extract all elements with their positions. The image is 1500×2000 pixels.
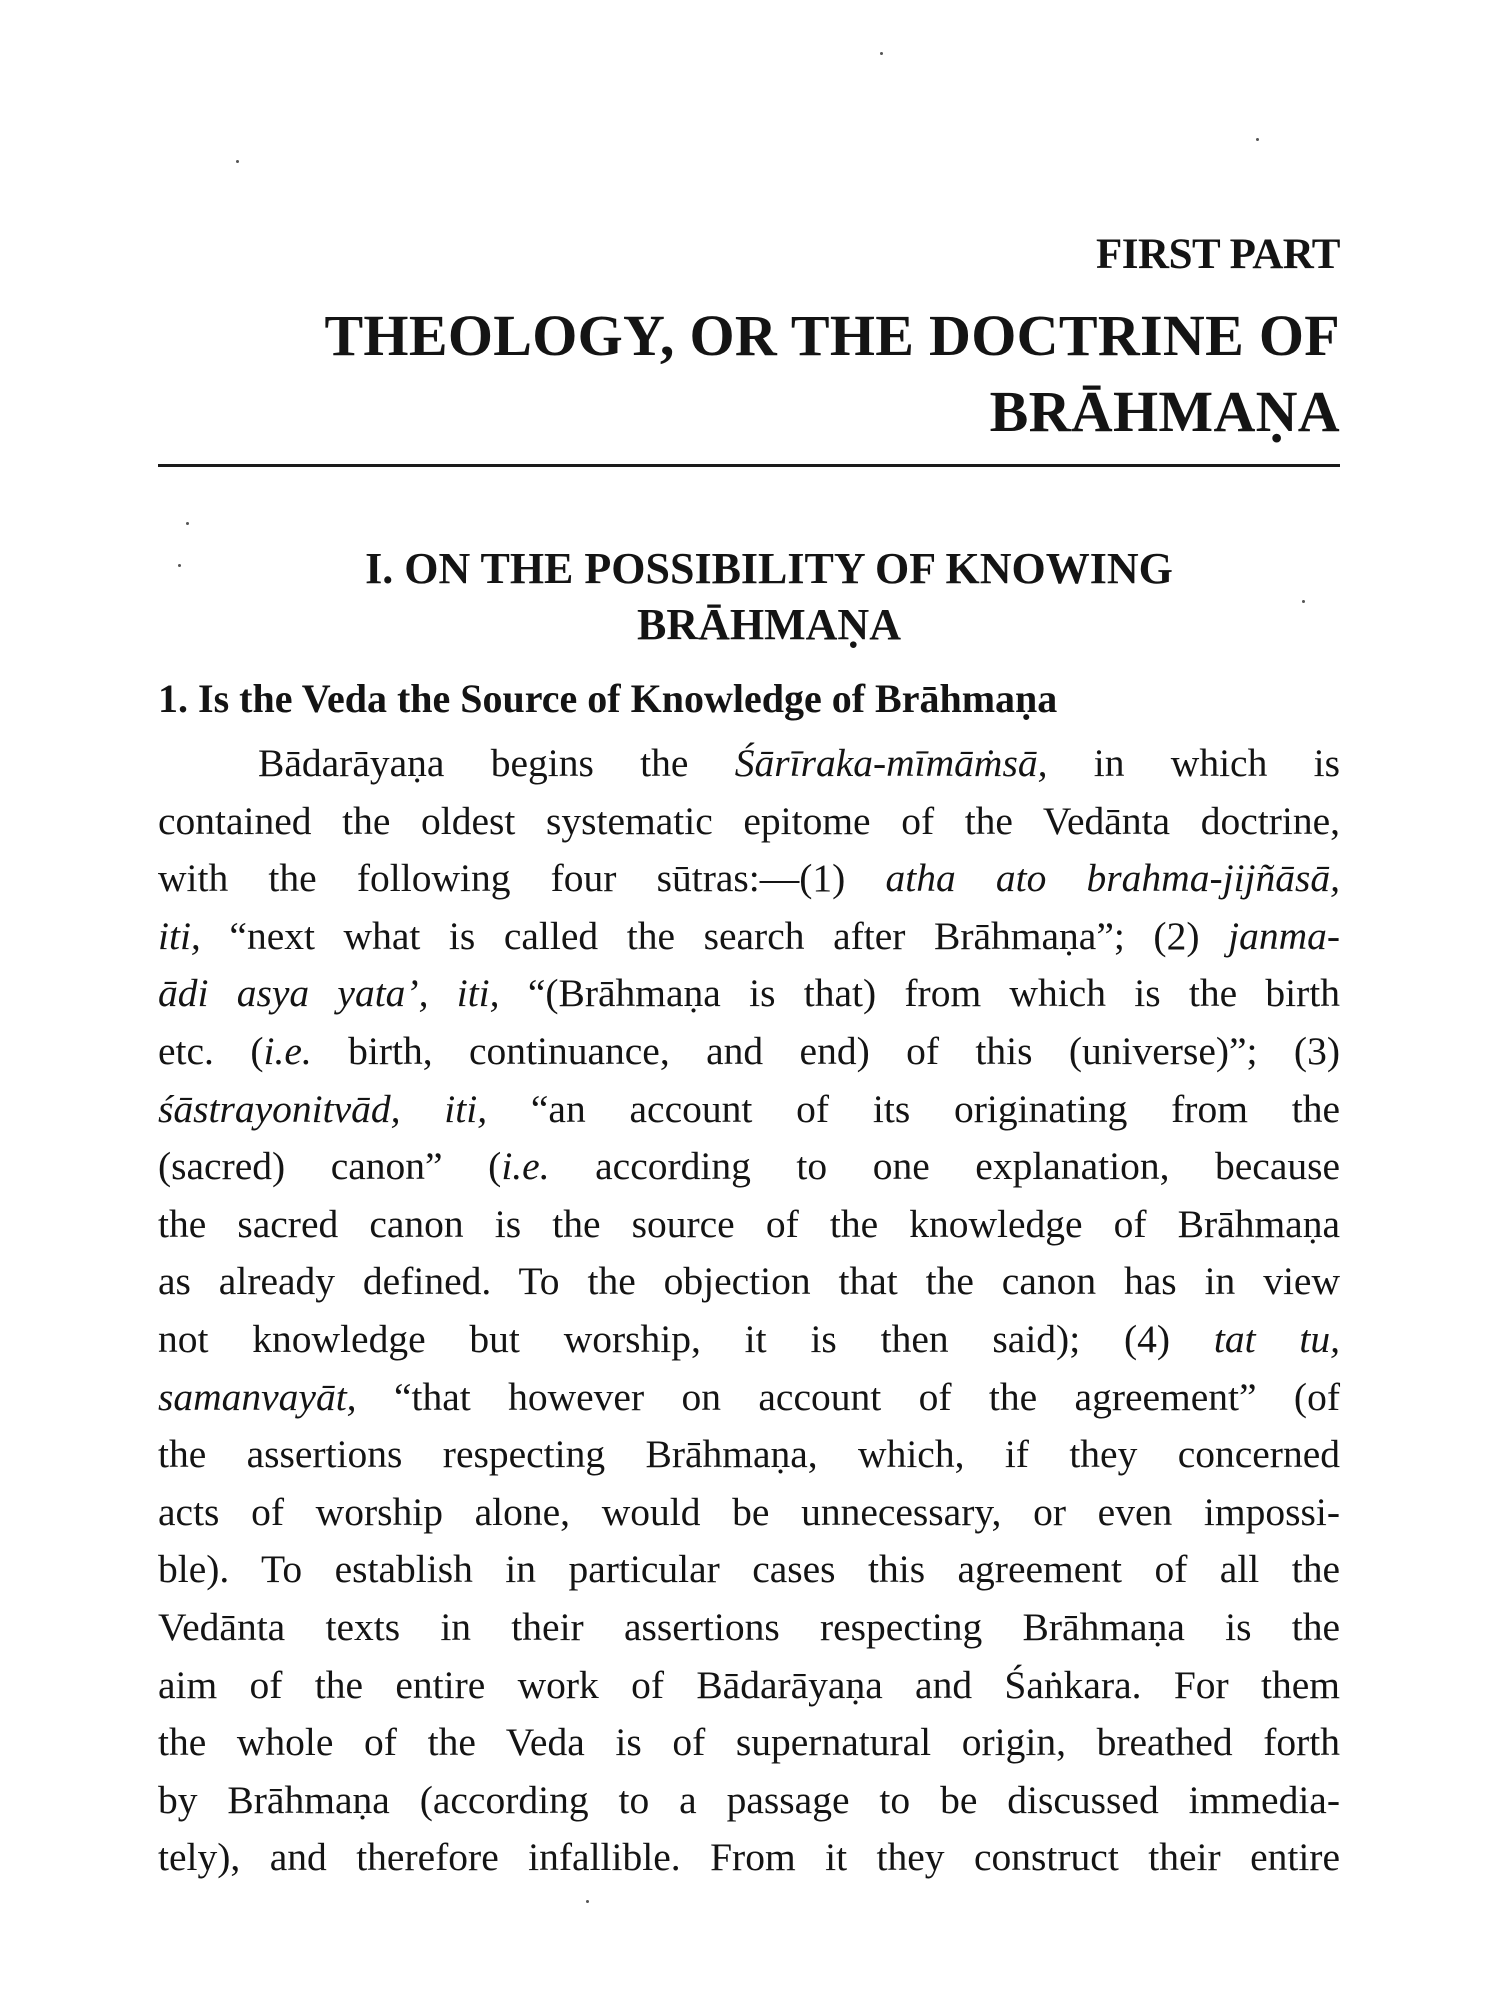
- scan-speck: [1302, 600, 1305, 603]
- text-line: not knowledge but worship, it is then said); (4) tat tu,: [158, 1316, 1340, 1361]
- title-rule: [158, 464, 1340, 467]
- scan-speck: [586, 1900, 589, 1903]
- text-line: śāstrayonitvād, iti, “an account of its originating from the: [158, 1086, 1340, 1131]
- scan-speck: [186, 522, 189, 525]
- text-line: the sacred canon is the source of the knowledge of Brāhmaṇa: [158, 1201, 1340, 1246]
- text-line: the assertions respecting Brāhmaṇa, which, if they concerned: [158, 1432, 1340, 1477]
- chapter-heading-line-1: I. ON THE POSSIBILITY OF KNOWING: [365, 544, 1173, 593]
- scan-speck: [236, 160, 239, 163]
- text-line: tely), and therefore infallible. From it they construct their entire: [158, 1835, 1340, 1880]
- text-line: ble). To establish in particular cases this agreement of all the: [158, 1547, 1340, 1592]
- text-line: iti, “next what is called the search after Brāhmaṇa”; (2) janma-: [158, 913, 1340, 958]
- text-line: (sacred) canon” (i.e. according to one explanation, because: [158, 1144, 1341, 1189]
- body-paragraph: [158, 735, 1340, 1887]
- text-line: by Brāhmaṇa (according to a passage to be discussed immedia-: [158, 1777, 1340, 1822]
- book-page: [158, 230, 1340, 1950]
- title-line-2: BRĀHMAṆA: [989, 379, 1340, 444]
- text-line: etc. (i.e. birth, continuance, and end) of this (universe)”; (3): [158, 1028, 1340, 1073]
- text-line: ādi asya yata’, iti, “(Brāhmaṇa is that) from which is the birth: [158, 971, 1340, 1016]
- text-line: contained the oldest systematic epitome of the Vedānta doctrine,: [158, 798, 1340, 843]
- part-label: FIRST PART: [1096, 231, 1340, 278]
- text-line: Vedānta texts in their assertions respecting Brāhmaṇa is the: [158, 1604, 1340, 1649]
- scan-speck: [178, 564, 181, 567]
- scan-speck: [880, 52, 883, 55]
- text-line: aim of the entire work of Bādarāyaṇa and Śaṅkara. For them: [158, 1662, 1340, 1707]
- title-line-1: THEOLOGY, OR THE DOCTRINE OF: [324, 303, 1340, 368]
- text-line: acts of worship alone, would be unnecessary, or even impossi-: [158, 1489, 1340, 1534]
- chapter-heading-line-2: BRĀHMAṆA: [637, 600, 901, 649]
- text-line: the whole of the Veda is of supernatural origin, breathed forth: [158, 1720, 1340, 1765]
- text-line: as already defined. To the objection that the canon has in view: [158, 1259, 1340, 1304]
- page-title: [158, 298, 1340, 450]
- section-heading: 1. Is the Veda the Source of Knowledge of Brāhmaṇa: [158, 676, 1058, 721]
- text-line: Bādarāyaṇa begins the Śārīraka-mīmāṁsā, in which is: [258, 741, 1341, 785]
- text-line: with the following four sūtras:—(1) atha ato brahma-jijñāsā,: [158, 856, 1341, 901]
- scan-speck: [1256, 138, 1259, 141]
- chapter-heading: [158, 541, 1340, 653]
- text-line: samanvayāt, “that however on account of the agreement” (of: [158, 1374, 1340, 1419]
